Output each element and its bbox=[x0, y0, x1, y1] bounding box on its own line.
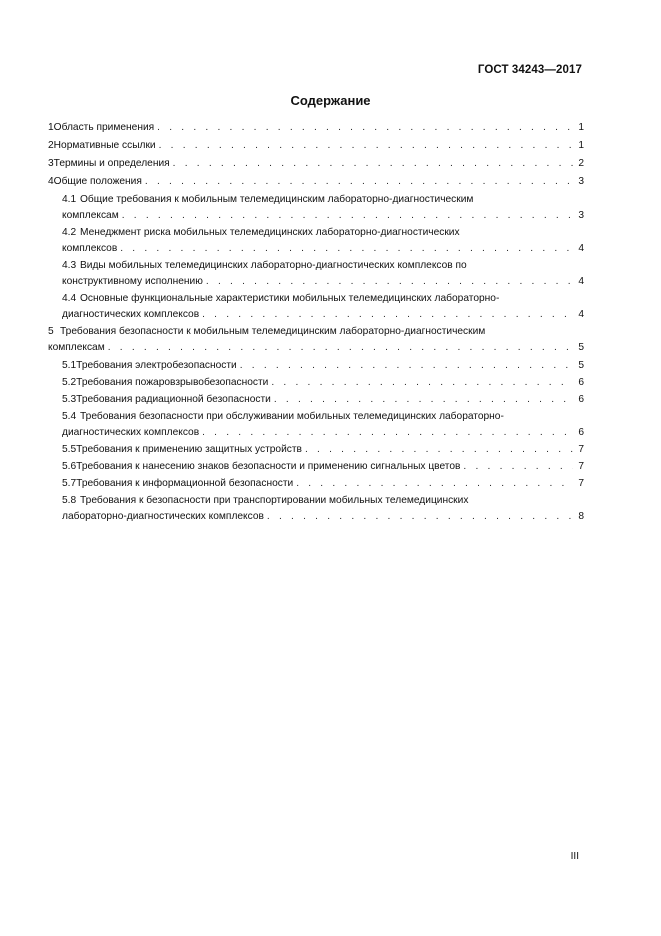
table-of-contents bbox=[48, 120, 584, 526]
toc-entry-first-line bbox=[62, 493, 584, 509]
toc-entry-title: Требования к применению защитных устройств bbox=[76, 444, 302, 455]
dot-leader bbox=[240, 358, 573, 374]
toc-entry-page: 6 bbox=[578, 377, 584, 388]
toc-entry[interactable] bbox=[48, 138, 584, 154]
dot-leader bbox=[122, 208, 573, 224]
toc-entry-page: 4 bbox=[578, 309, 584, 320]
toc-entry-number: 5 bbox=[48, 326, 54, 337]
toc-entry-title-line1: Требования безопасности к мобильным телемедицинским лабораторно-диагностическим bbox=[60, 326, 486, 337]
toc-entry[interactable] bbox=[48, 358, 584, 374]
toc-entry-page: 1 bbox=[578, 122, 584, 133]
dot-leader bbox=[159, 138, 573, 154]
toc-entry-page: 4 bbox=[578, 243, 584, 254]
toc-entry-title: комплексов bbox=[62, 243, 118, 254]
toc-entry-first-line bbox=[62, 409, 584, 425]
toc-entry-title-line1: Менеджмент риска мобильных телемедицинских лабораторно-диагностических bbox=[80, 227, 460, 238]
toc-entry[interactable] bbox=[48, 192, 584, 224]
toc-entry[interactable] bbox=[48, 459, 584, 475]
toc-entry-page: 6 bbox=[578, 427, 584, 438]
toc-entry-last-line bbox=[48, 174, 584, 190]
toc-entry-last-line bbox=[48, 156, 584, 172]
toc-entry-last-line bbox=[62, 476, 584, 492]
toc-entry-page: 3 bbox=[578, 210, 584, 221]
toc-entry-number: 5.8 bbox=[62, 495, 77, 506]
toc-entry-title: Требования радиационной безопасности bbox=[76, 394, 271, 405]
toc-entry-title: лабораторно-диагностических комплексов bbox=[62, 511, 264, 522]
toc-entry-page: 5 bbox=[578, 360, 584, 371]
toc-entry-page: 7 bbox=[578, 461, 584, 472]
toc-entry-title-line1: Основные функциональные характеристики мобильных телемедицинских лабораторно- bbox=[80, 293, 500, 304]
dot-leader bbox=[157, 120, 573, 136]
toc-entry-title: конструктивному исполнению bbox=[62, 276, 203, 287]
toc-entry-last-line bbox=[62, 425, 584, 441]
toc-entry-number: 1 bbox=[48, 122, 54, 133]
toc-entry[interactable] bbox=[48, 409, 584, 441]
toc-entry-page: 5 bbox=[578, 342, 584, 353]
toc-entry-number: 4 bbox=[48, 176, 54, 187]
toc-entry-page: 4 bbox=[578, 276, 584, 287]
toc-entry[interactable] bbox=[48, 442, 584, 458]
toc-title: Содержание bbox=[290, 93, 371, 108]
toc-entry-first-line bbox=[62, 291, 584, 307]
toc-entry-title: Нормативные ссылки bbox=[53, 140, 156, 151]
toc-entry-number: 5.6 bbox=[62, 461, 77, 472]
toc-entry[interactable] bbox=[48, 291, 584, 323]
toc-entry-title: Требования электробезопасности bbox=[76, 360, 237, 371]
toc-entry-page: 3 bbox=[578, 176, 584, 187]
dot-leader bbox=[108, 340, 573, 356]
dot-leader bbox=[305, 442, 573, 458]
toc-entry[interactable] bbox=[48, 493, 584, 525]
toc-entry[interactable] bbox=[48, 225, 584, 257]
toc-entry-first-line bbox=[62, 225, 584, 241]
dot-leader bbox=[202, 307, 573, 323]
toc-entry-number: 4.1 bbox=[62, 194, 77, 205]
toc-entry-number: 5.5 bbox=[62, 444, 77, 455]
toc-entry-number: 5.3 bbox=[62, 394, 77, 405]
toc-entry[interactable] bbox=[48, 156, 584, 172]
toc-entry-first-line bbox=[48, 324, 584, 340]
toc-entry-number: 2 bbox=[48, 140, 54, 151]
toc-entry-last-line bbox=[62, 358, 584, 374]
toc-entry-number: 4.3 bbox=[62, 260, 77, 271]
toc-entry-last-line bbox=[62, 241, 584, 257]
toc-entry-last-line bbox=[62, 509, 584, 525]
toc-entry-number: 5.1 bbox=[62, 360, 77, 371]
toc-entry-last-line bbox=[62, 208, 584, 224]
toc-entry-page: 6 bbox=[578, 394, 584, 405]
toc-entry-page: 1 bbox=[578, 140, 584, 151]
toc-entry-title: Область применения bbox=[53, 122, 155, 133]
toc-entry[interactable] bbox=[48, 120, 584, 136]
toc-entry[interactable] bbox=[48, 324, 584, 356]
toc-entry-first-line bbox=[62, 258, 584, 274]
toc-entry-page: 7 bbox=[578, 444, 584, 455]
toc-entry[interactable] bbox=[48, 258, 584, 290]
toc-entry-number: 4.2 bbox=[62, 227, 77, 238]
dot-leader bbox=[267, 509, 573, 525]
toc-entry-title: комплексам bbox=[48, 342, 105, 353]
toc-entry-last-line bbox=[62, 442, 584, 458]
toc-entry[interactable] bbox=[48, 375, 584, 391]
toc-entry-title: Общие положения bbox=[53, 176, 142, 187]
dot-leader bbox=[145, 174, 573, 190]
toc-entry-title: диагностических комплексов bbox=[62, 427, 200, 438]
toc-entry-page: 7 bbox=[578, 478, 584, 489]
dot-leader bbox=[173, 156, 573, 172]
toc-entry-number: 3 bbox=[48, 158, 54, 169]
dot-leader bbox=[120, 241, 573, 257]
toc-entry-title: Термины и определения bbox=[53, 158, 170, 169]
document-code: ГОСТ 34243—2017 bbox=[477, 64, 582, 76]
toc-entry-last-line bbox=[48, 120, 584, 136]
toc-entry-number: 5.7 bbox=[62, 478, 77, 489]
toc-entry-number: 5.2 bbox=[62, 377, 77, 388]
toc-entry-last-line bbox=[48, 340, 584, 356]
toc-entry-first-line bbox=[62, 192, 584, 208]
page-number: III bbox=[570, 851, 579, 862]
dot-leader bbox=[274, 392, 573, 408]
toc-entry-title: Требования к нанесению знаков безопасности и применению сигнальных цветов bbox=[76, 461, 461, 472]
toc-entry-number: 5.4 bbox=[62, 411, 77, 422]
toc-entry-page: 2 bbox=[578, 158, 584, 169]
toc-entry-last-line bbox=[62, 307, 584, 323]
toc-entry-last-line bbox=[62, 392, 584, 408]
toc-entry-title: Требования к информационной безопасности bbox=[76, 478, 294, 489]
dot-leader bbox=[206, 274, 573, 290]
dot-leader bbox=[271, 375, 573, 391]
toc-entry[interactable] bbox=[48, 476, 584, 492]
toc-entry-page: 8 bbox=[578, 511, 584, 522]
toc-entry-last-line bbox=[48, 138, 584, 154]
toc-entry[interactable] bbox=[48, 392, 584, 408]
toc-entry-title: комплексам bbox=[62, 210, 119, 221]
toc-entry-title: Требования пожаровзрывобезопасности bbox=[76, 377, 269, 388]
dot-leader bbox=[202, 425, 573, 441]
toc-entry-last-line bbox=[62, 459, 584, 475]
toc-entry-title-line1: Требования безопасности при обслуживании мобильных телемедицинских лабораторно- bbox=[80, 411, 504, 422]
dot-leader bbox=[463, 459, 573, 475]
dot-leader bbox=[296, 476, 573, 492]
toc-entry-title: диагностических комплексов bbox=[62, 309, 200, 320]
toc-entry-number: 4.4 bbox=[62, 293, 77, 304]
toc-entry-title-line1: Общие требования к мобильным телемедицинским лабораторно-диагностическим bbox=[80, 194, 474, 205]
toc-entry-title-line1: Виды мобильных телемедицинских лабораторно-диагностических комплексов по bbox=[80, 260, 467, 271]
toc-entry-last-line bbox=[62, 274, 584, 290]
toc-entry[interactable] bbox=[48, 174, 584, 190]
toc-entry-title-line1: Требования к безопасности при транспортировании мобильных телемедицинских bbox=[80, 495, 469, 506]
toc-entry-last-line bbox=[62, 375, 584, 391]
